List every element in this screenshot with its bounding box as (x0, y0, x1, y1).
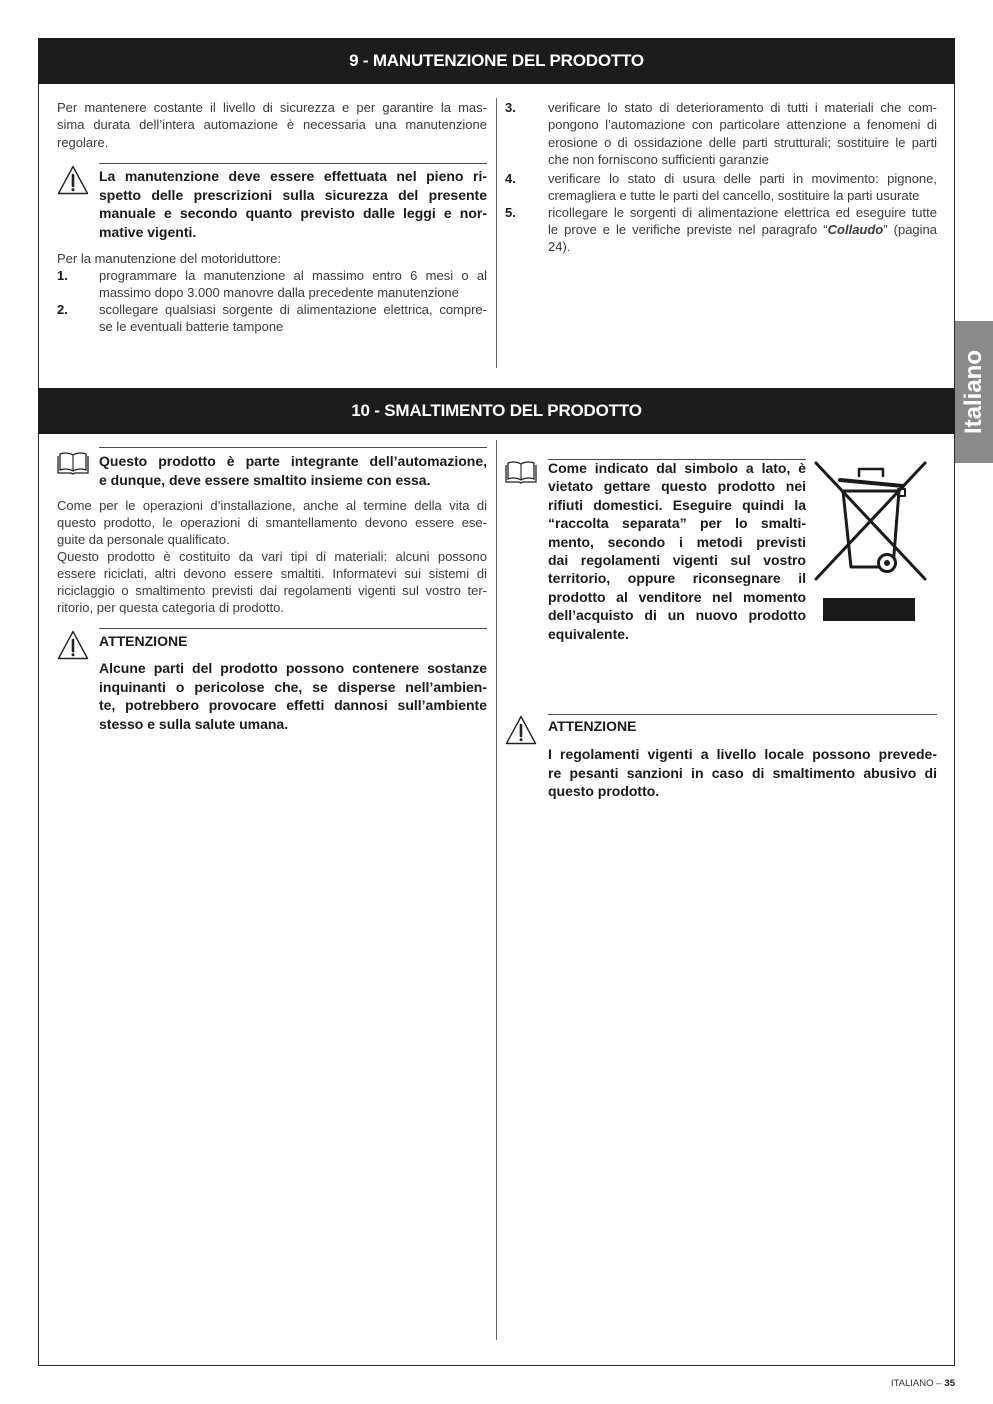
text-line: che non forniscono sufficienti garanzie (548, 152, 769, 168)
step-1-text (99, 267, 487, 302)
text-line: questo prodotto. (548, 783, 660, 799)
text-line: territorio, oppure riconsegnare il (548, 570, 806, 587)
text-line: stesso e sulla salute umana. (99, 715, 289, 732)
text-segment: ” (pagina (883, 221, 937, 237)
text-line: ritorio, per questa categoria di prodotto. (57, 599, 284, 615)
text-line: verificare lo stato di deterioramento di tutti i materiali che com- (548, 100, 937, 115)
footer-label: ITALIANO – (890, 1378, 942, 1389)
text-line: re pesanti sanzioni in caso di smaltimento abusivo di (548, 764, 937, 781)
maintenance-intro (57, 99, 487, 151)
language-tab-label: Italiano (960, 349, 987, 434)
text-line: Alcune parti del prodotto possono contenere sostanze (99, 660, 487, 676)
section-10-title: 10 - SMALTIMENTO DEL PRODOTTO (351, 401, 642, 420)
step-number: 3. (505, 100, 516, 115)
step-4-text (548, 170, 937, 205)
text-line: Questo prodotto è parte integrante dell’automazione, (99, 453, 487, 469)
text-line: massimo dopo 3.000 manovre dalla precedente manutenzione (99, 285, 459, 301)
text-line: La manutenzione deve essere effettuata nel pieno ri- (99, 168, 487, 184)
text-line: spetto delle prescrizioni sulla sicurezza del presente (99, 186, 487, 203)
text-line (548, 221, 937, 238)
weee-black-bar (823, 598, 915, 621)
warning-rule (548, 714, 937, 715)
text-line: “raccolta separata” per lo smalti- (548, 515, 806, 532)
text-line: vietato gettare questo prodotto nei (548, 478, 806, 495)
text-line: I regolamenti vigenti a livello locale possono prevede- (548, 746, 937, 762)
text-line: dai regolamenti vigenti sul vostro (548, 552, 806, 569)
text-line: cremagliera e tutte le parti del cancello, sostituire la parti usurate (548, 187, 920, 203)
warning-triangle-icon (505, 714, 537, 746)
warning-triangle-icon (57, 629, 89, 661)
page-footer (891, 1378, 955, 1389)
text-line: essere riciclati, altri devono essere smaltiti. Informatevi sui sistemi di (57, 565, 487, 581)
text-line: verificare lo stato di usura delle parti in movimento: pignone, (548, 170, 937, 186)
warning-heading: ATTENZIONE (548, 718, 637, 734)
text-line: programmare la manutenzione al massimo entro 6 mesi o al (99, 268, 487, 283)
column-divider (496, 440, 497, 1340)
section-10-header (38, 388, 955, 434)
section-9-title: 9 - MANUTENZIONE DEL PRODOTTO (349, 51, 644, 70)
step-3-text (548, 99, 937, 169)
text-line: rifiuti domestici. Eseguire quindi la (548, 496, 806, 513)
text-line: Per mantenere costante il livello di sicurezza e per garantire la mas- (57, 100, 487, 115)
text-line: e dunque, deve essere smaltito insieme con essa. (99, 471, 431, 488)
warning-triangle-icon (57, 164, 89, 196)
disposal-paragraph-2 (57, 548, 487, 616)
warning-rule (99, 163, 487, 164)
section-9-header (38, 38, 955, 84)
text-line: mative vigenti. (99, 224, 197, 241)
hazard-warning-text (99, 659, 487, 733)
text-line: scollegare qualsiasi sorgente di alimentazione elettrica, compre- (99, 302, 487, 317)
page-number: 35 (944, 1378, 955, 1389)
step-5-text (548, 204, 937, 256)
text-line: 24). (548, 239, 571, 255)
maintenance-warning (99, 167, 487, 242)
text-line: pongono l’automazione con particolare attenzione a fenomeni di (548, 117, 937, 133)
text-line: te, potrebbero provocare effetti dannosi sull’ambiente (99, 697, 487, 714)
text-line: Come per le operazioni d’installazione, anche al termine della vita di (57, 497, 487, 513)
crossed-out-bin-icon (813, 455, 929, 595)
list-intro: Per la manutenzione del motoriduttore: (57, 251, 282, 266)
step-number: 2. (57, 302, 68, 317)
note-rule (99, 447, 487, 448)
manual-book-icon (505, 460, 537, 484)
language-tab (955, 321, 993, 463)
text-line: Questo prodotto è costituito da vari tipi di materiali: alcuni possono (57, 548, 487, 564)
step-number: 5. (505, 204, 516, 220)
text-line: sima durata dell’intera automazione è necessaria una manutenzione (57, 117, 487, 133)
text-line: Come indicato dal simbolo a lato, è (548, 460, 806, 476)
warning-rule (99, 628, 487, 629)
text-line: questo prodotto, le operazioni di smantellamento devono essere ese- (57, 514, 487, 530)
text-segment: le prove e le verifiche previste nel paragrafo “ (548, 221, 828, 237)
column-divider (496, 98, 497, 368)
sanctions-warning-text (548, 745, 937, 801)
text-line: ricollegare le sorgenti di alimentazione elettrica ed eseguire tutte (548, 204, 937, 220)
text-line: regolare. (57, 134, 109, 150)
text-line: manuale e secondo quanto previsto dalle leggi e nor- (99, 205, 487, 222)
text-line: riciclaggio o smaltimento previsti dai regolamenti vigenti sul vostro ter- (57, 582, 487, 598)
text-line: guite da personale qualificato. (57, 531, 230, 547)
text-line: prodotto al venditore nel momento (548, 588, 806, 605)
integral-part-note (99, 452, 487, 489)
step-number: 4. (505, 170, 516, 186)
text-line: se le eventuali batterie tampone (99, 319, 284, 335)
text-line: dell’acquisto di un nuovo prodotto (548, 607, 806, 624)
step-number: 1. (57, 268, 68, 283)
separate-collection-note (548, 459, 806, 643)
text-line: erosione o di ossidazione delle parti strutturali; sostituire le parti (548, 134, 937, 150)
text-line: mento, secondo i metodi previsti (548, 533, 806, 550)
collaudo-reference: Collaudo (827, 221, 884, 237)
text-line: equivalente. (548, 625, 629, 642)
step-2-text (99, 301, 487, 336)
manual-book-icon (57, 451, 89, 475)
text-line: inquinanti o pericolose che, se disperse nell’ambien- (99, 678, 487, 695)
warning-heading: ATTENZIONE (99, 633, 188, 649)
disposal-paragraph-1 (57, 497, 487, 548)
